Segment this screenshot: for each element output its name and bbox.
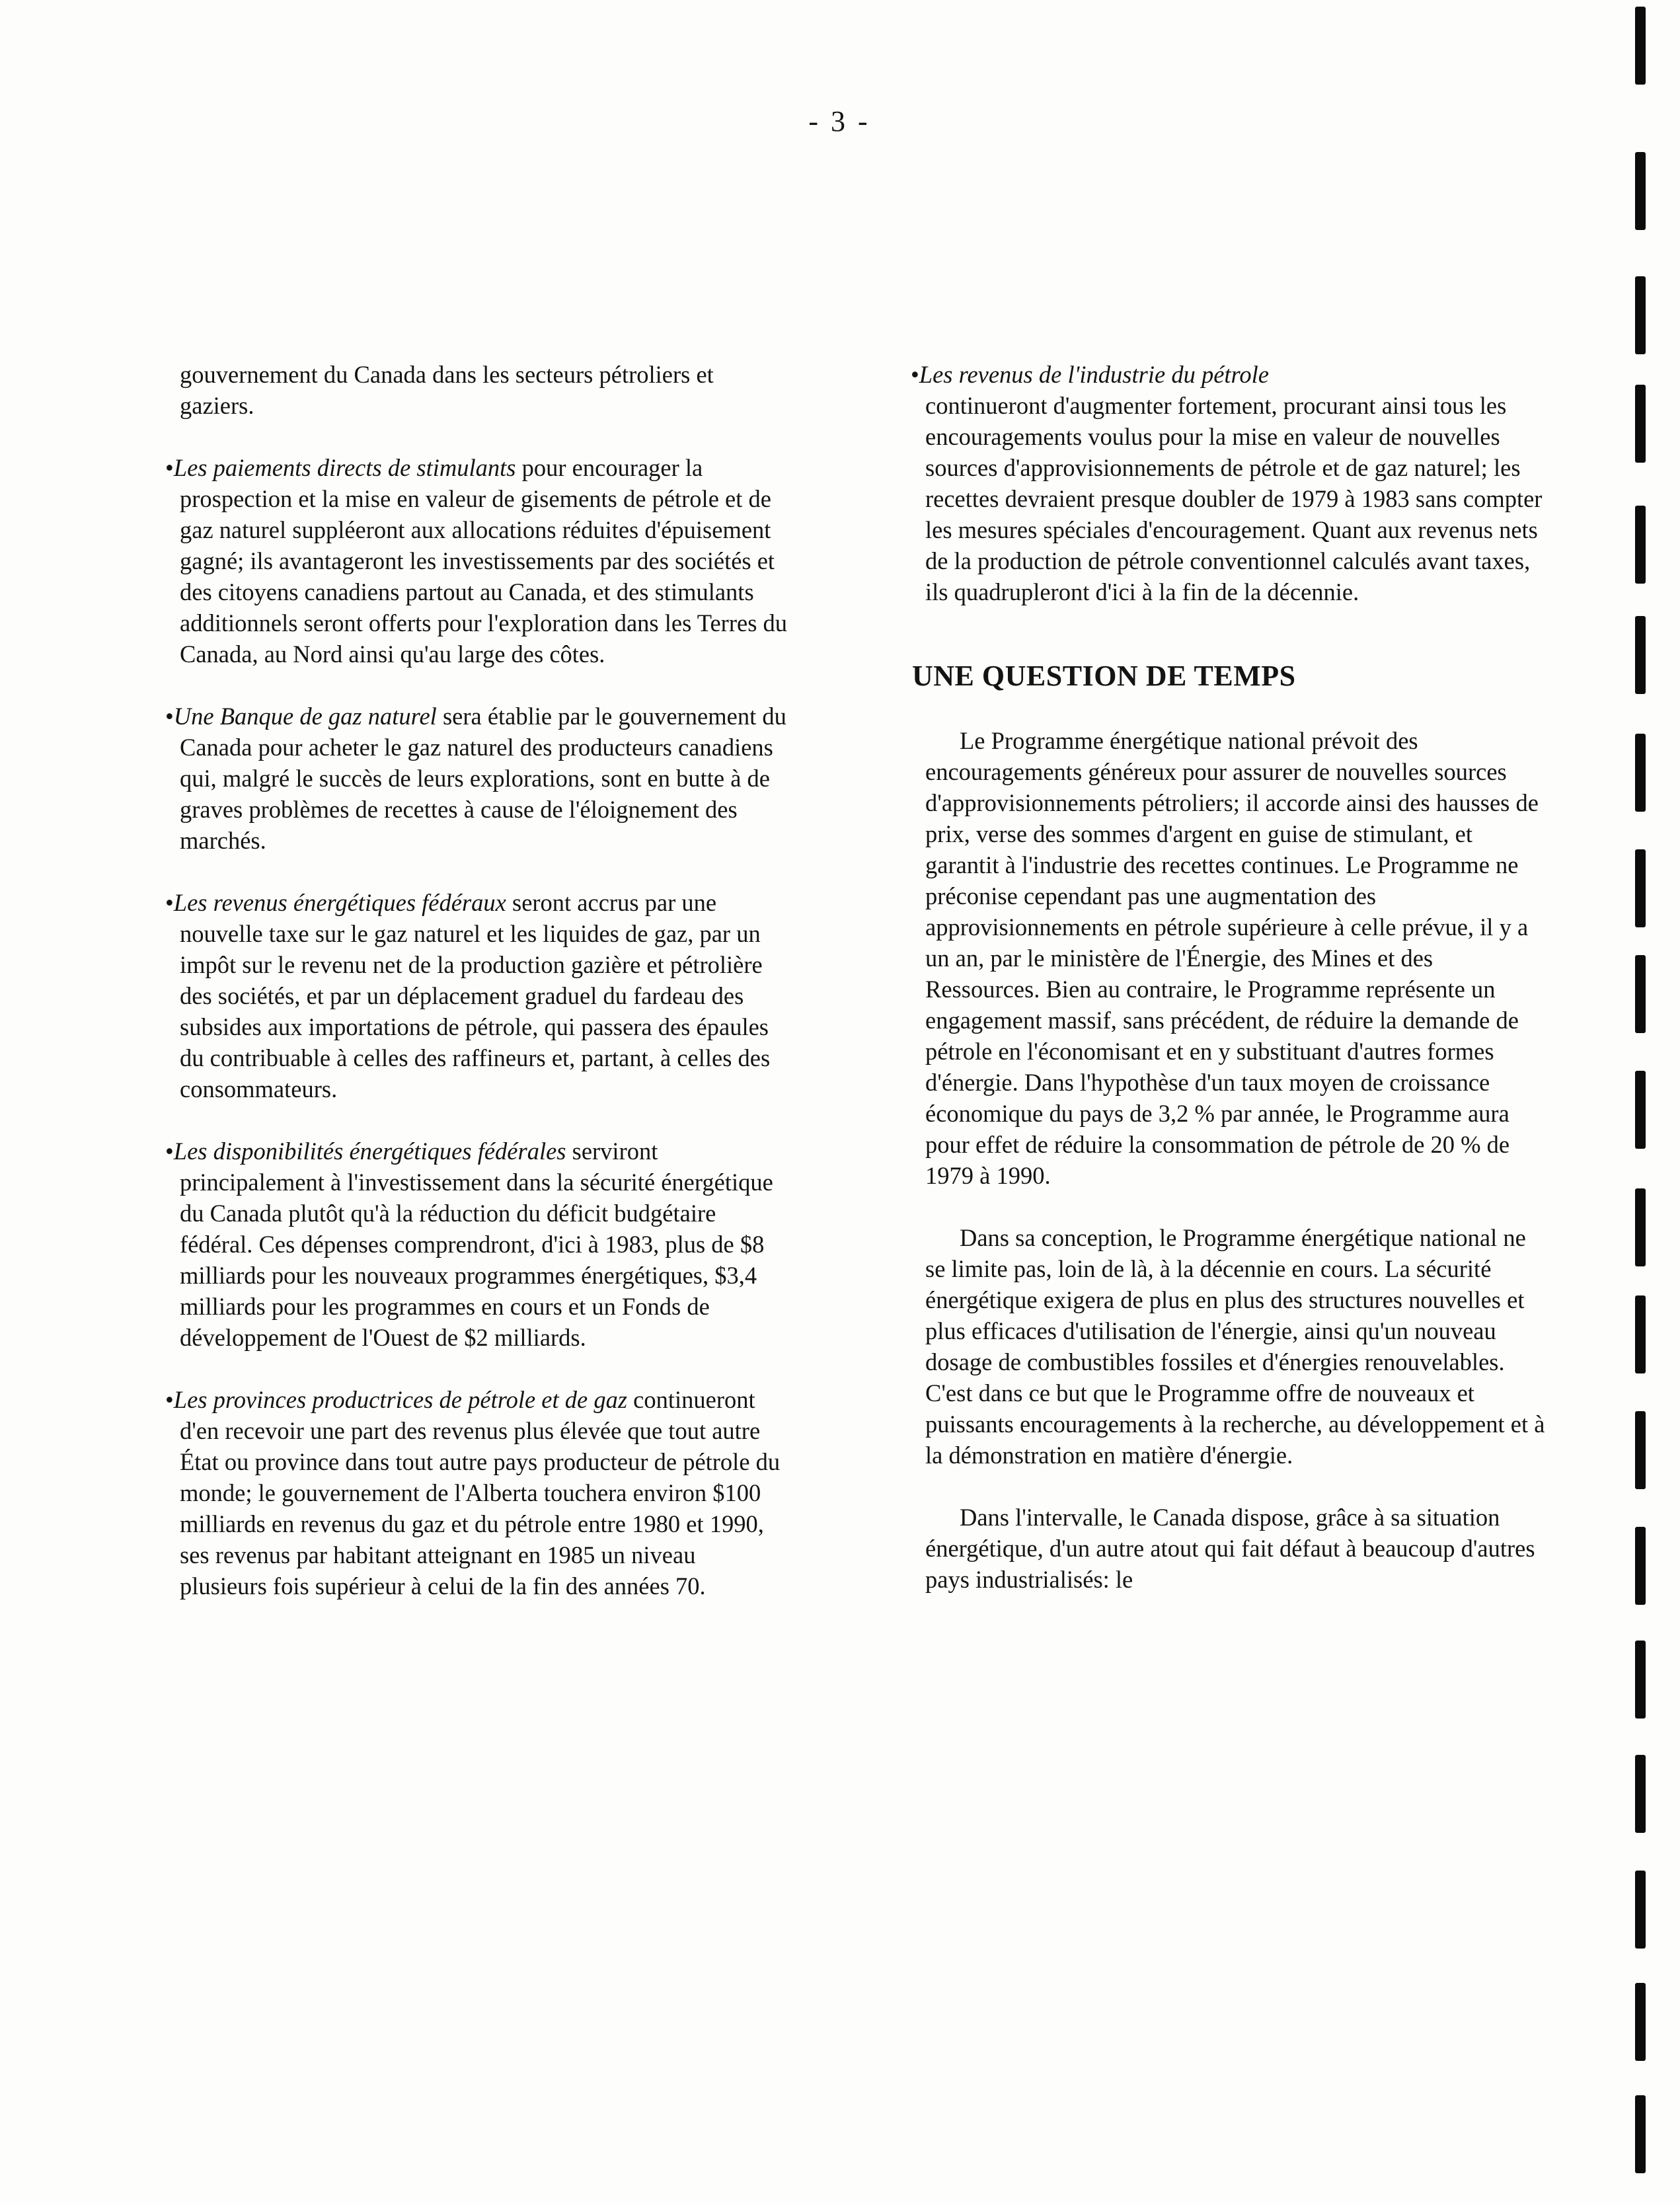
bullet-item	[165, 887, 788, 1104]
bullet-paragraph: •Les revenus énergétiques fédéraux seront accrus par une nouvelle taxe sur le gaz naturel et les liquides de gaz, par un impôt sur le revenu net de la production gazière et pétrolière des sociétés, et par un déplacement graduel du fardeau des subsides aux importations de pétrole, qui passera des épaules du contribuable à celles des raffineurs et, partant, à celles des consommateurs.	[165, 889, 771, 1102]
bullet-item	[165, 1384, 788, 1602]
bullet-item	[165, 1136, 788, 1353]
right-column	[911, 359, 1546, 1626]
bullet-lead: Les disponibilités énergétiques fédérales	[173, 1138, 566, 1165]
binder-mark	[1635, 1071, 1646, 1149]
binder-mark	[1635, 1871, 1646, 1949]
bullet-lead: Les revenus énergétiques fédéraux	[173, 889, 506, 916]
body-paragraph: Dans l'intervalle, le Canada dispose, grâce à sa situation énergétique, d'un autre atout qui fait défaut à beaucoup d'autres pays industrialisés: le	[925, 1504, 1535, 1593]
bullet-lead: Une Banque de gaz naturel	[173, 703, 437, 730]
binder-mark	[1635, 1755, 1646, 1833]
bullet-text: pour encourager la prospection et la mise en valeur de gisements de pétrole et de gaz naturel suppléeront aux allocations réduites d'épuisement gagné; ils avantageront les investissements par des sociétés et des citoyens canadiens partout au Canada, et des stimulants additionnels seront offerts pour l'exploration dans les Terres du Canada, au Nord ainsi qu'au large des côtes.	[180, 454, 788, 668]
binder-mark	[1635, 1983, 1646, 2061]
binder-mark	[1635, 276, 1646, 354]
bullet-item	[165, 452, 788, 670]
body-paragraph: Le Programme énergétique national prévoit des encouragements généreux pour assurer de nouvelles sources d'approvisionnements pétroliers; il accorde ainsi des hausses de prix, verse des sommes d'argent en guise de stimulant, et garantit à l'industrie des recettes continues. Le Programme ne préconise cependant pas une augmentation des approvisionnements en pétrole supérieure à celle prévue, il y a un an, par le ministère de l'Énergie, des Mines et des Ressources. Bien au contraire, le Programme représente un engagement massif, sans précédent, de réduire la demande de pétrole en l'économisant et en y substituant d'autres formes d'énergie. Dans l'hypothèse d'un taux moyen de croissance économique du pays de 3,2 % par année, le Programme aura pour effet de réduire la consommation de pétrole de 20 % de 1979 à 1990.	[925, 727, 1539, 1189]
bullet-item	[911, 359, 1546, 607]
binder-mark	[1635, 7, 1646, 85]
body-paragraph: Dans sa conception, le Programme énergétique national ne se limite pas, loin de là, à la décennie en cours. La sécurité énergétique exigera de plus en plus des structures nouvelles et plus efficaces d'utilisation de l'énergie, ainsi qu'un nouveau dosage de combustibles fossiles et d'énergies renouvelables. C'est dans ce but que le Programme offre de nouveaux et puissants encouragements à la recherche, au développement et à la démonstration en matière d'énergie.	[925, 1224, 1545, 1469]
page-number: - 3 -	[808, 105, 870, 137]
binder-mark	[1635, 849, 1646, 927]
bullet-paragraph: •Les paiements directs de stimulants pour encourager la prospection et la mise en valeur de gisements de pétrole et de gaz naturel suppléeront aux allocations réduites d'épuisement gagné; ils avantageront les investissements par des sociétés et des citoyens canadiens partout au Canada, et des stimulants additionnels seront offerts pour l'exploration dans les Terres du Canada, au Nord ainsi qu'au large des côtes.	[165, 454, 788, 668]
bullet-text: sera établie par le gouvernement du Canada pour acheter le gaz naturel des producteurs canadiens qui, malgré le succès de leurs explorations, sont en butte à de graves problèmes de recettes à cause de l'éloignement des marchés.	[180, 703, 786, 854]
bullet-lead: Les paiements directs de stimulants	[173, 454, 516, 481]
binder-mark	[1635, 385, 1646, 463]
bullet-lead: Les revenus de l'industrie du pétrole	[919, 361, 1269, 388]
bullet-paragraph: •Les revenus de l'industrie du pétrole	[911, 361, 1269, 388]
binder-mark	[1635, 1641, 1646, 1719]
bullet-text: serviront principalement à l'investissement dans la sécurité énergétique du Canada plutôt qu'à la réduction du déficit budgétaire fédéral. Ces dépenses comprendront, d'ici à 1983, plus de $8 milliards pour les nouveaux programmes énergétiques, $3,4 milliards pour les programmes en cours et un Fonds de développement de l'Ouest de $2 milliards.	[180, 1138, 773, 1351]
bullet-paragraph: •Les disponibilités énergétiques fédérales serviront principalement à l'investissement dans la sécurité énergétique du Canada plutôt qu'à la réduction du déficit budgétaire fédéral. Ces dépenses comprendront, d'ici à 1983, plus de $8 milliards pour les nouveaux programmes énergétiques, $3,4 milliards pour les programmes en cours et un Fonds de développement de l'Ouest de $2 milliards.	[165, 1138, 773, 1351]
binder-mark	[1635, 1188, 1646, 1266]
intro-paragraph	[180, 359, 788, 421]
binder-mark	[1635, 1527, 1646, 1605]
binder-mark	[1635, 1295, 1646, 1373]
binder-mark	[1635, 955, 1646, 1033]
binder-mark	[1635, 152, 1646, 230]
binder-mark	[1635, 734, 1646, 812]
bullet-lead: Les provinces productrices de pétrole et de gaz	[173, 1386, 628, 1413]
binder-mark	[1635, 2095, 1646, 2173]
binder-mark	[1635, 1411, 1646, 1489]
binder-mark	[1635, 616, 1646, 694]
bullet-paragraph: •Une Banque de gaz naturel sera établie par le gouvernement du Canada pour acheter le gaz naturel des producteurs canadiens qui, malgré le succès de leurs explorations, sont en butte à de graves problèmes de recettes à cause de l'éloignement des marchés.	[165, 703, 786, 854]
bullet-text: seront accrus par une nouvelle taxe sur le gaz naturel et les liquides de gaz, par un impôt sur le revenu net de la production gazière et pétrolière des sociétés, et par un déplacement graduel du fardeau des subsides aux importations de pétrole, qui passera des épaules du contribuable à celles des raffineurs et, partant, à celles des consommateurs.	[180, 889, 771, 1102]
bullet-text: continueront d'en recevoir une part des revenus plus élevée que tout autre État ou province dans tout autre pays producteur de pétrole du monde; le gouvernement de l'Alberta touchera environ $100 milliards en revenus du gaz et du pétrole entre 1980 et 1990, ses revenus par habitant atteignant en 1985 un niveau plusieurs fois supérieur à celui de la fin des années 70.	[180, 1386, 781, 1600]
bullet-item	[165, 701, 788, 856]
binder-mark	[1635, 506, 1646, 584]
section-heading: UNE QUESTION DE TEMPS	[912, 660, 1296, 692]
left-column	[165, 359, 788, 1633]
bullet-text: continueront d'augmenter fortement, procurant ainsi tous les encouragements voulus pour la mise en valeur de nouvelles sources d'approvisionnements de pétrole et de gaz naturel; les recettes devraient presque doubler de 1979 à 1983 sans compter les mesures spéciales d'encouragement. Quant aux revenus nets de la production de pétrole conventionnel calculés avant taxes, ils quadrupleront d'ici à la fin de la décennie.	[925, 392, 1543, 605]
bullet-paragraph: •Les provinces productrices de pétrole et de gaz continueront d'en recevoir une part des revenus plus élevée que tout autre État ou province dans tout autre pays producteur de pétrole du monde; le gouvernement de l'Alberta touchera environ $100 milliards en revenus du gaz et du pétrole entre 1980 et 1990, ses revenus par habitant atteignant en 1985 un niveau plusieurs fois supérieur à celui de la fin des années 70.	[165, 1386, 781, 1600]
intro-text: gouvernement du Canada dans les secteurs pétroliers et gaziers.	[180, 361, 714, 419]
